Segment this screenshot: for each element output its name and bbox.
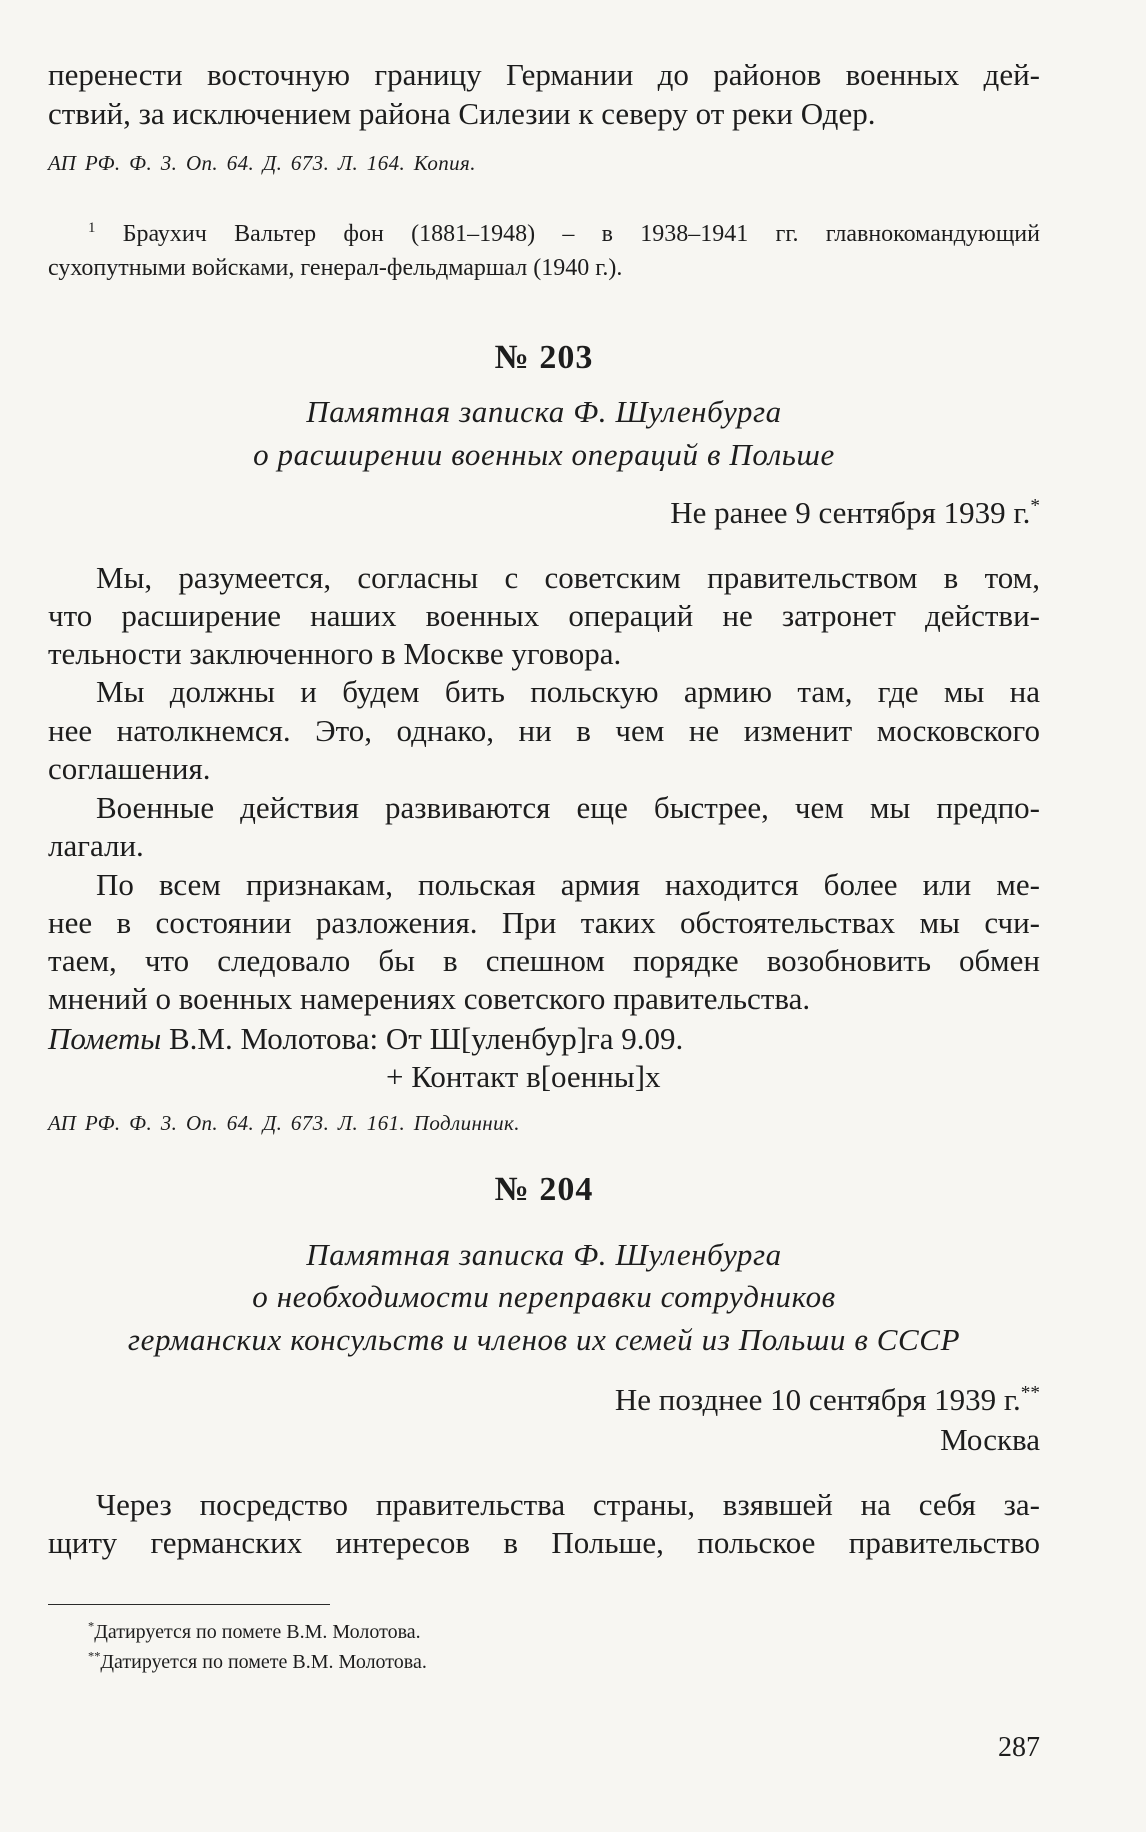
footnote-text: Браухич Вальтер фон (1881–1948) – в 1938–1941 гг. главнокомандующий: [122, 221, 1040, 247]
continuation-line: перенести восточную границу Германии до районов военных дей-: [48, 57, 1040, 92]
page-footnote: [88, 1619, 988, 1645]
footnote-mark: *: [88, 1619, 95, 1634]
notes-text: В.М. Молотова: От Ш[уленбур]га 9.09.: [168, 1021, 684, 1056]
document-title: о расширении военных операций в Польше: [253, 437, 835, 472]
notes-text: + Контакт в[оенны]х: [386, 1059, 661, 1094]
paragraph-line: соглашения.: [48, 751, 211, 786]
document-title: Памятная записка Ф. Шуленбурга: [306, 394, 782, 429]
document-number: № 203: [494, 339, 594, 376]
footnote-line: сухопутными войсками, генерал-фельдмаршал (1940 г.).: [48, 255, 623, 281]
document-date: [48, 1381, 1040, 1419]
paragraph-line: нее в состоянии разложения. При таких обстоятельствах мы счи-: [48, 905, 1040, 940]
page-number: 287: [998, 1732, 1040, 1763]
archive-source: АП РФ. Ф. 3. Оп. 64. Д. 673. Л. 164. Копия.: [48, 151, 476, 175]
document-title: германских консульств и членов их семей из Польши в СССР: [127, 1322, 961, 1357]
continuation-line: ствий, за исключением района Силезии к северу от реки Одер.: [48, 96, 876, 131]
footnote-line: [88, 217, 1040, 251]
paragraph-line: таем, что следовало бы в спешном порядке возобновить обмен: [48, 943, 1040, 978]
footnote-mark: 1: [88, 220, 96, 236]
page-footnote: [88, 1649, 988, 1675]
footnote-mark: **: [88, 1649, 101, 1664]
document-date: [48, 494, 1040, 532]
paragraph-line: нее натолкнемся. Это, однако, ни в чем не изменит московского: [48, 713, 1040, 748]
date-footnote-mark: *: [1030, 495, 1040, 517]
paragraph-line: мнений о военных намерениях советского правительства.: [48, 981, 811, 1016]
document-title: о необходимости переправки сотрудников: [252, 1279, 836, 1314]
paragraph-line: Мы, разумеется, согласны с советским правительством в том,: [96, 560, 1040, 595]
paragraph-line: По всем признакам, польская армия находится более или ме-: [96, 867, 1040, 902]
document-date-text: Не позднее 10 сентября 1939 г.: [614, 1382, 1021, 1417]
footnote-text: Датируется по помете В.М. Молотова.: [100, 1651, 427, 1673]
document-date-text: Не ранее 9 сентября 1939 г.: [670, 495, 1031, 530]
date-footnote-mark: **: [1020, 1382, 1040, 1404]
molotov-notes: [48, 1020, 1040, 1058]
paragraph-line: Военные действия развиваются еще быстрее, чем мы предпо-: [96, 790, 1040, 825]
document-number: № 204: [494, 1171, 594, 1208]
paragraph-line: тельности заключенного в Москве уговора.: [48, 636, 622, 671]
paragraph-line: Через посредство правительства страны, взявшей на себя за-: [96, 1487, 1040, 1522]
document-title: Памятная записка Ф. Шуленбурга: [306, 1237, 782, 1272]
paragraph-line: лагали.: [48, 828, 144, 863]
paragraph-line: Мы должны и будем бить польскую армию там, где мы на: [96, 674, 1040, 709]
document-place: Москва: [940, 1422, 1040, 1457]
archive-source: АП РФ. Ф. 3. Оп. 64. Д. 673. Л. 161. Подлинник.: [48, 1111, 520, 1135]
notes-label: Пометы: [48, 1021, 162, 1056]
paragraph-line: что расширение наших военных операций не затронет действи-: [48, 598, 1040, 633]
paragraph-line: щиту германских интересов в Польше, польское правительство: [48, 1525, 1040, 1560]
footnote-divider: [48, 1604, 330, 1605]
footnote-text: Датируется по помете В.М. Молотова.: [94, 1621, 421, 1643]
